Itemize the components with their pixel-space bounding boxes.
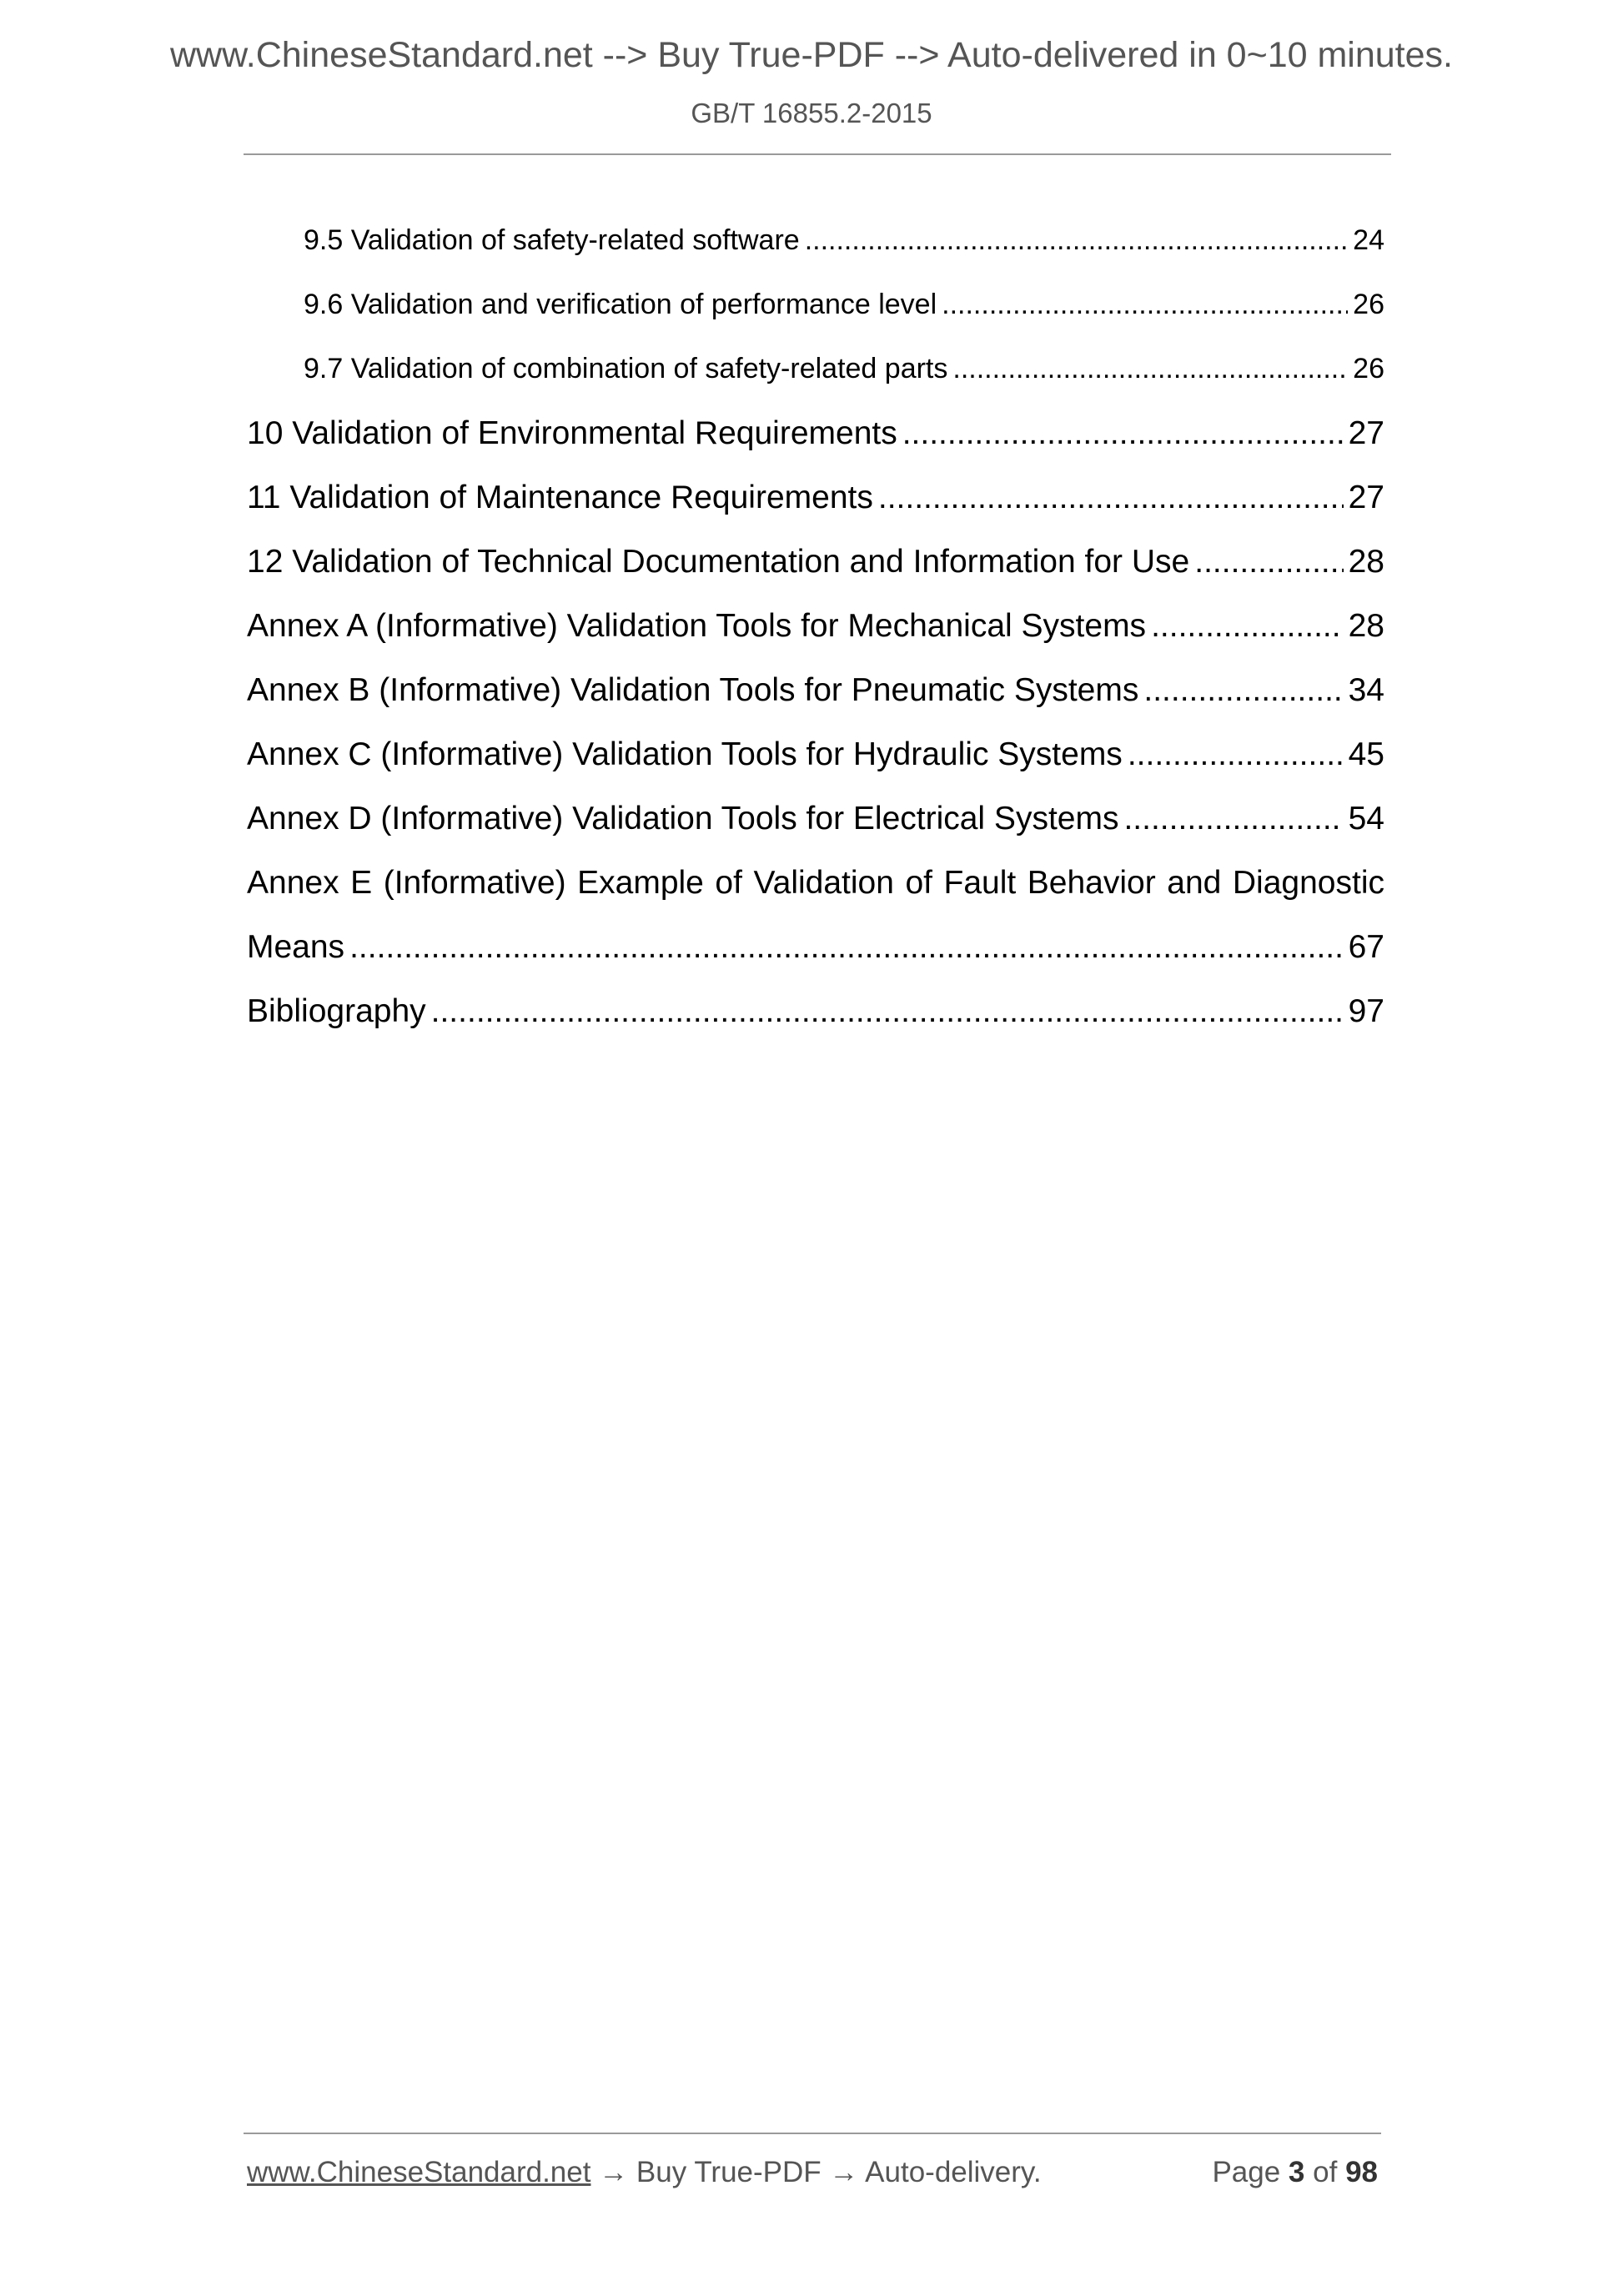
toc-entry[interactable] — [247, 786, 1384, 851]
toc-entry-wrapped-title[interactable]: Annex E (Informative) Example of Validation of Fault Behavior and Diagnostic — [247, 865, 1384, 901]
toc-entry-page: 26 — [1353, 289, 1384, 320]
toc-entry-page: 54 — [1348, 801, 1384, 837]
toc-dot-leader — [942, 273, 1348, 337]
toc-dot-leader — [1151, 594, 1344, 658]
toc-entry-title: Annex B (Informative) Validation Tools for Pneumatic Systems — [247, 672, 1139, 708]
toc-entry-title: 10 Validation of Environmental Requirements — [247, 415, 897, 451]
toc-dot-leader — [1128, 722, 1344, 786]
toc-entry[interactable] — [247, 722, 1384, 786]
toc-entry[interactable] — [247, 915, 1384, 979]
toc-entry-title: Annex A (Informative) Validation Tools for Mechanical Systems — [247, 608, 1147, 644]
top-banner: www.ChineseStandard.net --> Buy True-PDF --> Auto-delivered in 0~10 minutes. — [169, 35, 1453, 75]
toc-entry-title: Annex C (Informative) Validation Tools for Hydraulic Systems — [247, 736, 1123, 772]
toc-entry-page: 27 — [1348, 415, 1384, 451]
toc-entry[interactable] — [247, 208, 1384, 273]
footer-site-link[interactable]: www.ChineseStandard.net — [247, 2156, 591, 2188]
toc-entry[interactable] — [247, 979, 1384, 1043]
total-page-count: 98 — [1345, 2156, 1378, 2188]
toc-entry-title: Means — [247, 929, 345, 965]
toc-entry-page: 27 — [1348, 480, 1384, 515]
page-counter — [1212, 2156, 1378, 2189]
toc-dot-leader — [1194, 530, 1343, 594]
header-divider — [244, 153, 1391, 155]
toc-entry[interactable] — [247, 594, 1384, 658]
toc-dot-leader — [1143, 658, 1343, 722]
toc-entry-page: 67 — [1348, 929, 1384, 965]
toc-entry-title: 12 Validation of Technical Documentation and Information for Use — [247, 544, 1190, 580]
current-page-number: 3 — [1288, 2156, 1305, 2188]
toc-dot-leader — [878, 465, 1344, 530]
of-label: of — [1313, 2156, 1338, 2188]
toc-entry[interactable] — [247, 273, 1384, 337]
document-code: GB/T 16855.2-2015 — [691, 98, 932, 128]
toc-dot-leader — [902, 401, 1344, 465]
toc-entry-title: 9.7 Validation of combination of safety-related parts — [304, 353, 948, 384]
footer-promo — [247, 2156, 1042, 2189]
toc-entry-title: Bibliography — [247, 993, 426, 1029]
page-label: Page — [1212, 2156, 1281, 2188]
toc-entry-page: 28 — [1348, 544, 1384, 580]
toc-entry-page: 45 — [1348, 736, 1384, 772]
toc-entry[interactable] — [247, 337, 1384, 401]
toc-entry-title: 11 Validation of Maintenance Requirements — [247, 480, 873, 515]
toc-entry[interactable] — [247, 401, 1384, 465]
toc-entry-page: 34 — [1348, 672, 1384, 708]
toc-entry-title: 9.6 Validation and verification of performance level — [304, 289, 937, 320]
table-of-contents — [247, 208, 1384, 1043]
toc-dot-leader — [431, 979, 1344, 1043]
toc-entry[interactable] — [247, 530, 1384, 594]
toc-entry-title: Annex D (Informative) Validation Tools for Electrical Systems — [247, 801, 1119, 837]
toc-entry-page: 97 — [1348, 993, 1384, 1029]
toc-dot-leader — [1123, 786, 1343, 851]
toc-dot-leader — [952, 337, 1348, 401]
toc-entry[interactable] — [247, 658, 1384, 722]
toc-dot-leader — [805, 208, 1348, 273]
footer-delivery-text: → Buy True-PDF → Auto-delivery. — [599, 2156, 1042, 2188]
toc-entry-page: 28 — [1348, 608, 1384, 644]
footer-divider — [244, 2133, 1381, 2134]
toc-entry[interactable] — [247, 465, 1384, 530]
toc-entry-title: 9.5 Validation of safety-related software — [304, 224, 800, 256]
toc-entry-page: 26 — [1353, 353, 1384, 384]
toc-dot-leader — [349, 915, 1344, 979]
toc-entry-page: 24 — [1353, 224, 1384, 256]
